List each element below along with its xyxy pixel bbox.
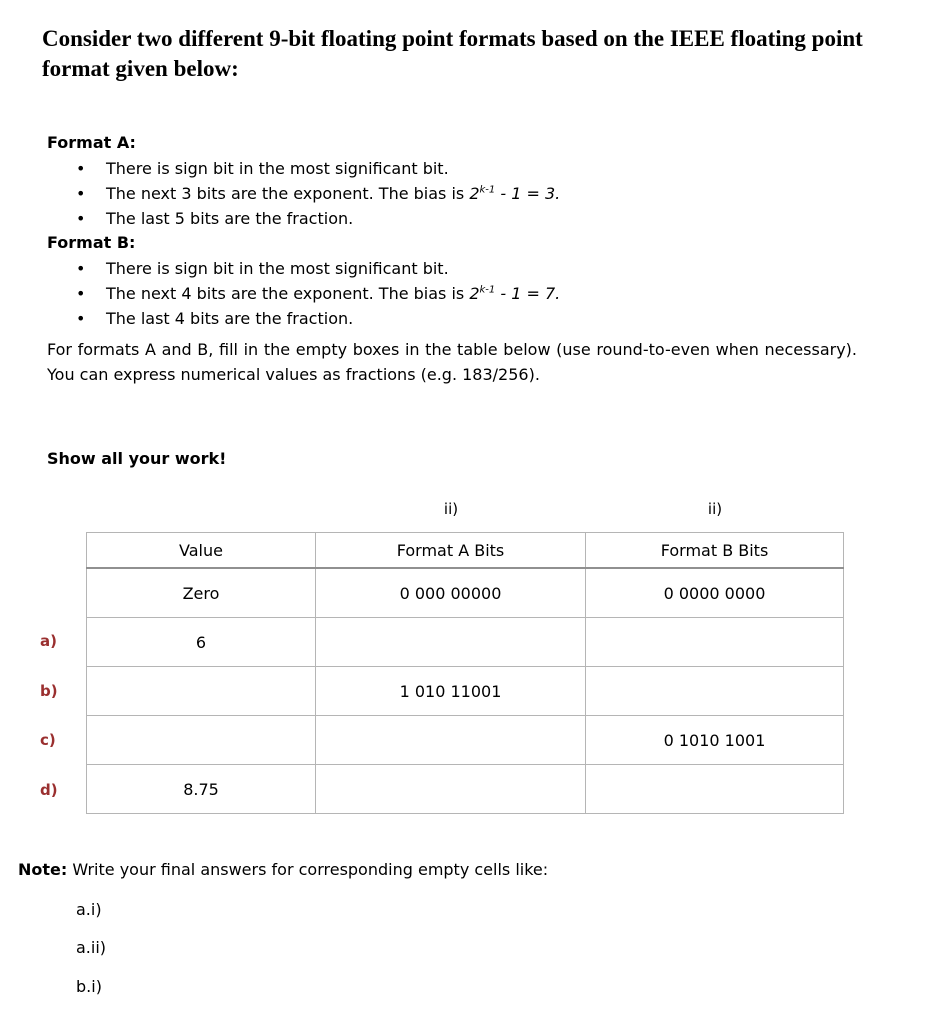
cell-format-a-bits [316,716,586,765]
cell-value: 6 [87,618,316,667]
table-row [87,568,844,618]
table-row [87,765,844,814]
bullet-icon: • [76,309,86,328]
cell-format-a-bits: 0 000 00000 [316,568,586,618]
format-b-list [0,256,560,331]
list-item: • There is sign bit in the most significant bit. [0,256,560,281]
instructions: For formats A and B, fill in the empty boxes in the table below (use round-to-even when necessary). You can express numerical values as fractions (e.g. 183/256). [47,340,857,384]
bias-formula: 2$^{k-1}$ - 1 = 3. [469,184,561,203]
row-label-b: b) [40,682,58,700]
page-title: Consider two different 9-bit floating point formats based on the IEEE floating point format given below: [42,26,863,81]
row-label-a: a) [40,632,57,650]
cell-format-b-bits [586,618,844,667]
cell-format-b-bits [586,765,844,814]
bullet-icon: • [76,184,86,203]
format-table [86,532,844,814]
answer-example: b.i) [76,977,102,996]
column-label-a: ii) [443,500,459,518]
cell-format-a-bits [316,765,586,814]
list-item: • There is sign bit in the most significant bit. [0,156,560,181]
header-format-b-bits: Format B Bits [586,533,844,569]
cell-value [87,667,316,716]
cell-format-b-bits: 0 0000 0000 [586,568,844,618]
note-text: Write your final answers for corresponding empty cells like: [67,860,549,879]
format-a-list [0,156,560,231]
table-header-row [87,533,844,569]
list-item: • The next 4 bits are the exponent. The bias is 2$^{k-1}$ - 1 = 7. [0,281,560,306]
cell-format-a-bits [316,618,586,667]
cell-format-b-bits: 0 1010 1001 [586,716,844,765]
format-a-heading: Format A: [47,133,136,152]
cell-value: 8.75 [87,765,316,814]
bias-formula: 2$^{k-1}$ - 1 = 7. [469,284,561,303]
bullet-icon: • [76,159,86,178]
row-label-d: d) [40,781,58,799]
cell-value: Zero [87,568,316,618]
note-label: Note: [18,860,68,879]
list-item: • The next 3 bits are the exponent. The bias is 2$^{k-1}$ - 1 = 3. [0,181,560,206]
table-row [87,716,844,765]
header-value: Value [87,533,316,569]
bullet-icon: • [76,209,86,228]
answer-example: a.ii) [76,938,107,957]
header-format-a-bits: Format A Bits [316,533,586,569]
cell-format-a-bits: 1 010 11001 [316,667,586,716]
cell-value [87,716,316,765]
show-work-label: Show all your work! [47,449,227,468]
table-row [87,667,844,716]
answer-example: a.i) [76,900,102,919]
list-item: • The last 4 bits are the fraction. [0,306,560,331]
list-item: • The last 5 bits are the fraction. [0,206,560,231]
bullet-icon: • [76,259,86,278]
row-label-c: c) [40,731,56,749]
column-label-b: ii) [707,500,723,518]
note [18,859,548,881]
format-b-heading: Format B: [47,233,136,252]
cell-format-b-bits [586,667,844,716]
bullet-icon: • [76,284,86,303]
table-row [87,618,844,667]
